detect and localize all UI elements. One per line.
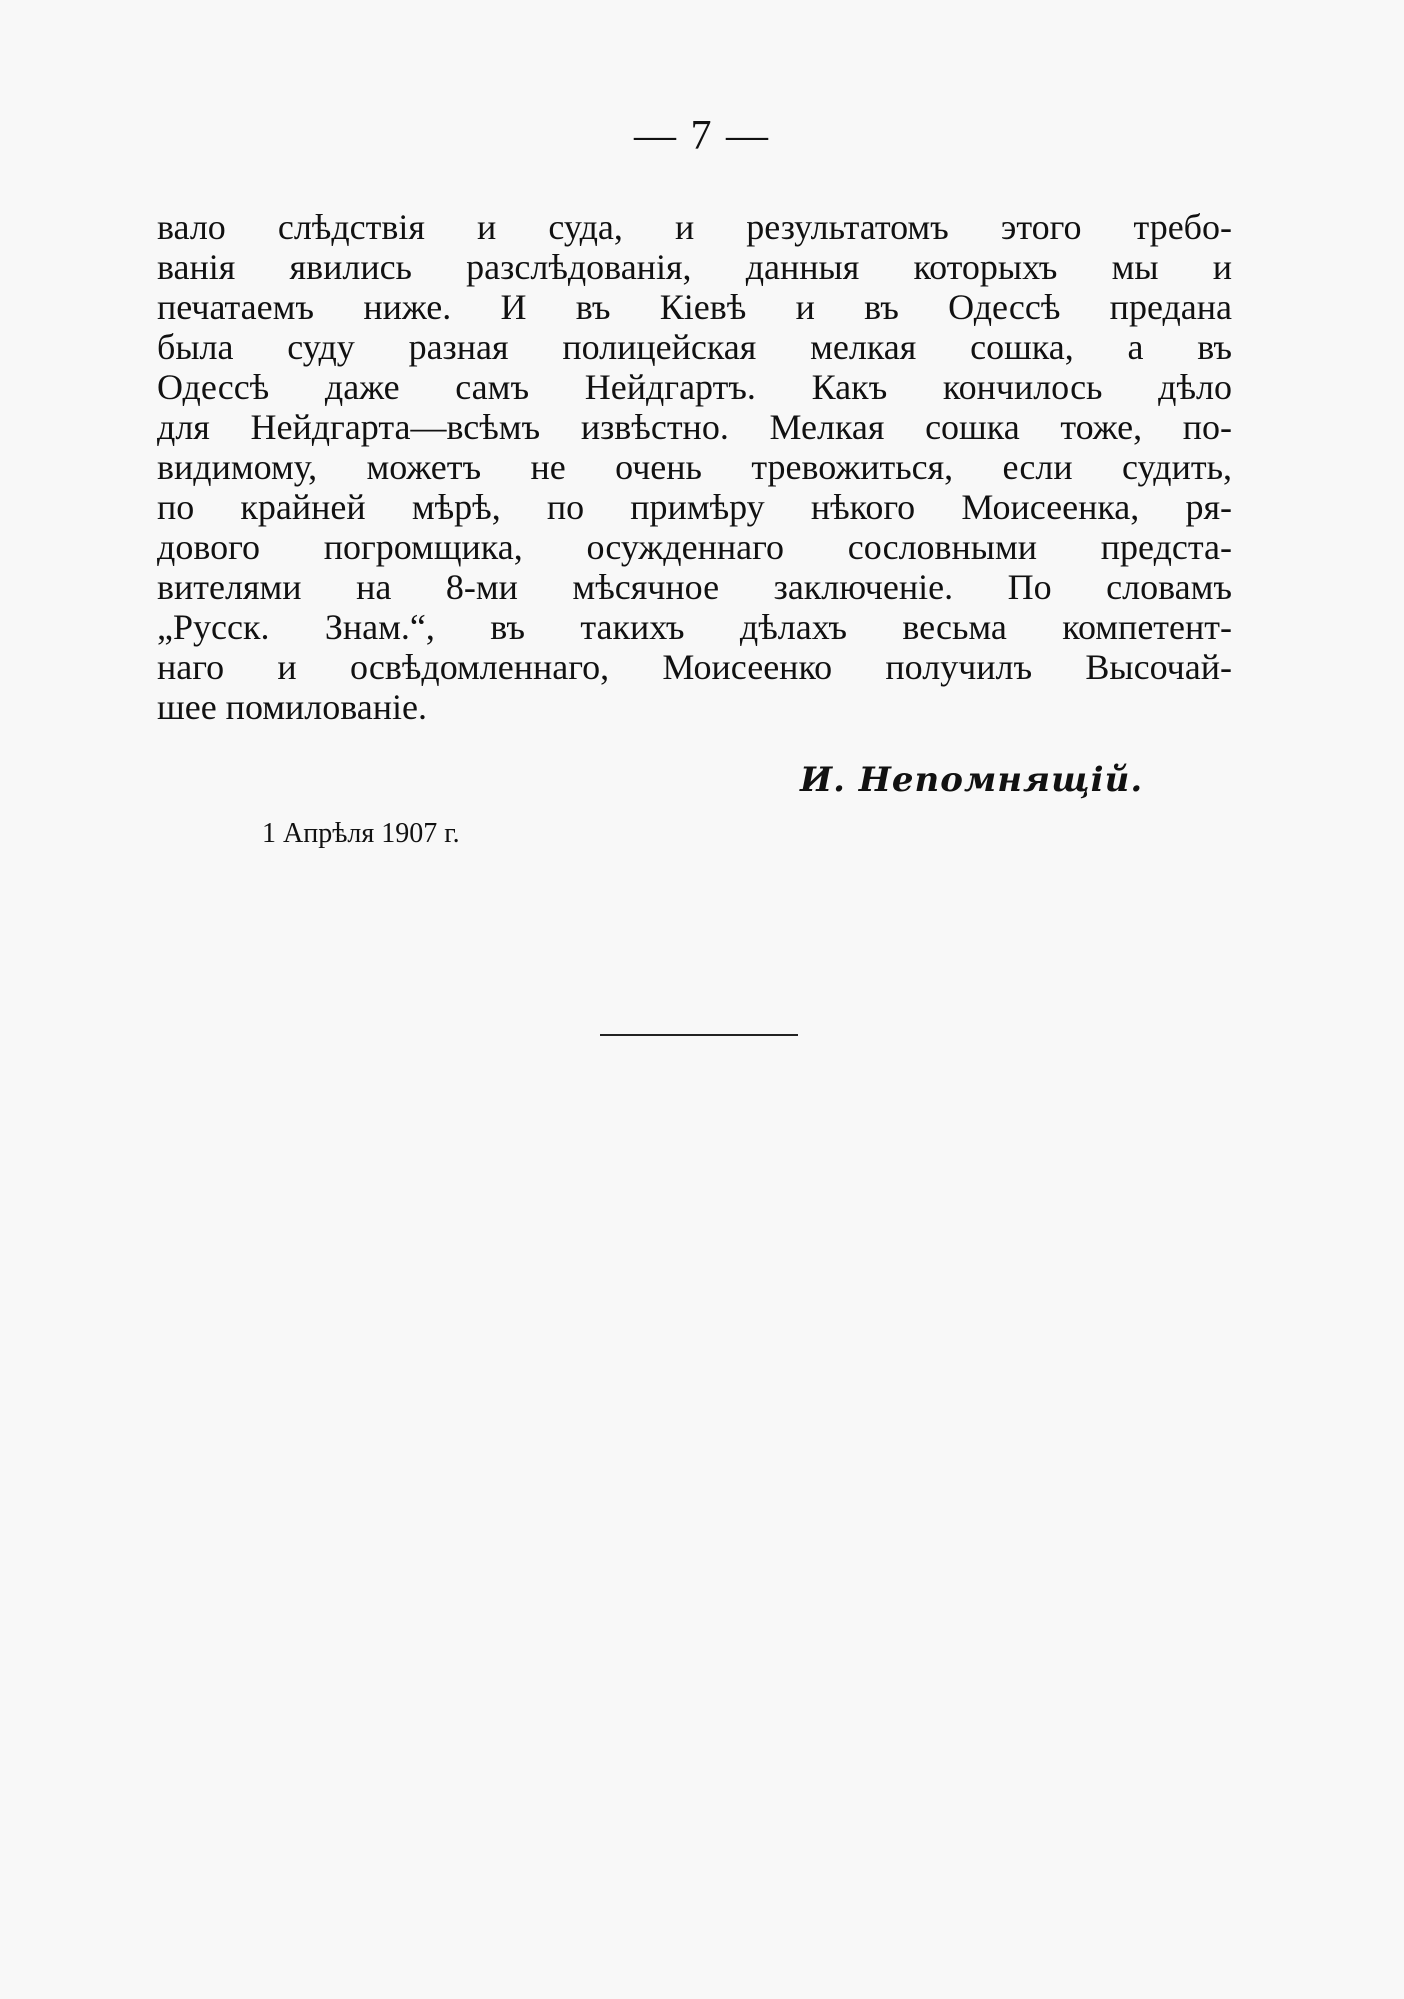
- author-signature: И. Непомнящій.: [800, 760, 1144, 800]
- date-line: 1 Апрѣля 1907 г.: [262, 818, 460, 849]
- page-number: — 7 —: [634, 113, 770, 159]
- text-line: дового погромщика, осужденнаго сословными предста-: [157, 527, 1232, 567]
- text-line: вителями на 8-ми мѣсячное заключеніе. По словамъ: [157, 567, 1232, 607]
- text-line: „Русск. Знам.“, въ такихъ дѣлахъ весьма компетент-: [157, 607, 1232, 647]
- text-line: наго и освѣдомленнаго, Моисеенко получилъ Высочай-: [157, 647, 1232, 687]
- section-divider: [600, 1034, 798, 1036]
- text-line: вало слѣдствія и суда, и результатомъ этого требо-: [157, 207, 1232, 247]
- text-line: по крайней мѣрѣ, по примѣру нѣкого Моисеенка, ря-: [157, 487, 1232, 527]
- text-line: шее помилованіе.: [157, 687, 428, 727]
- text-line: Одессѣ даже самъ Нейдгартъ. Какъ кончилось дѣло: [157, 367, 1232, 407]
- text-line: печатаемъ ниже. И въ Кіевѣ и въ Одессѣ предана: [157, 287, 1232, 327]
- text-line: видимому, можетъ не очень тревожиться, если судить,: [157, 447, 1232, 487]
- body-paragraph: [157, 207, 1232, 727]
- text-line: была суду разная полицейская мелкая сошка, а въ: [157, 327, 1232, 367]
- text-line: для Нейдгарта—всѣмъ извѣстно. Мелкая сошка тоже, по-: [157, 407, 1232, 447]
- text-line: ванія явились разслѣдованія, данныя которыхъ мы и: [157, 247, 1232, 287]
